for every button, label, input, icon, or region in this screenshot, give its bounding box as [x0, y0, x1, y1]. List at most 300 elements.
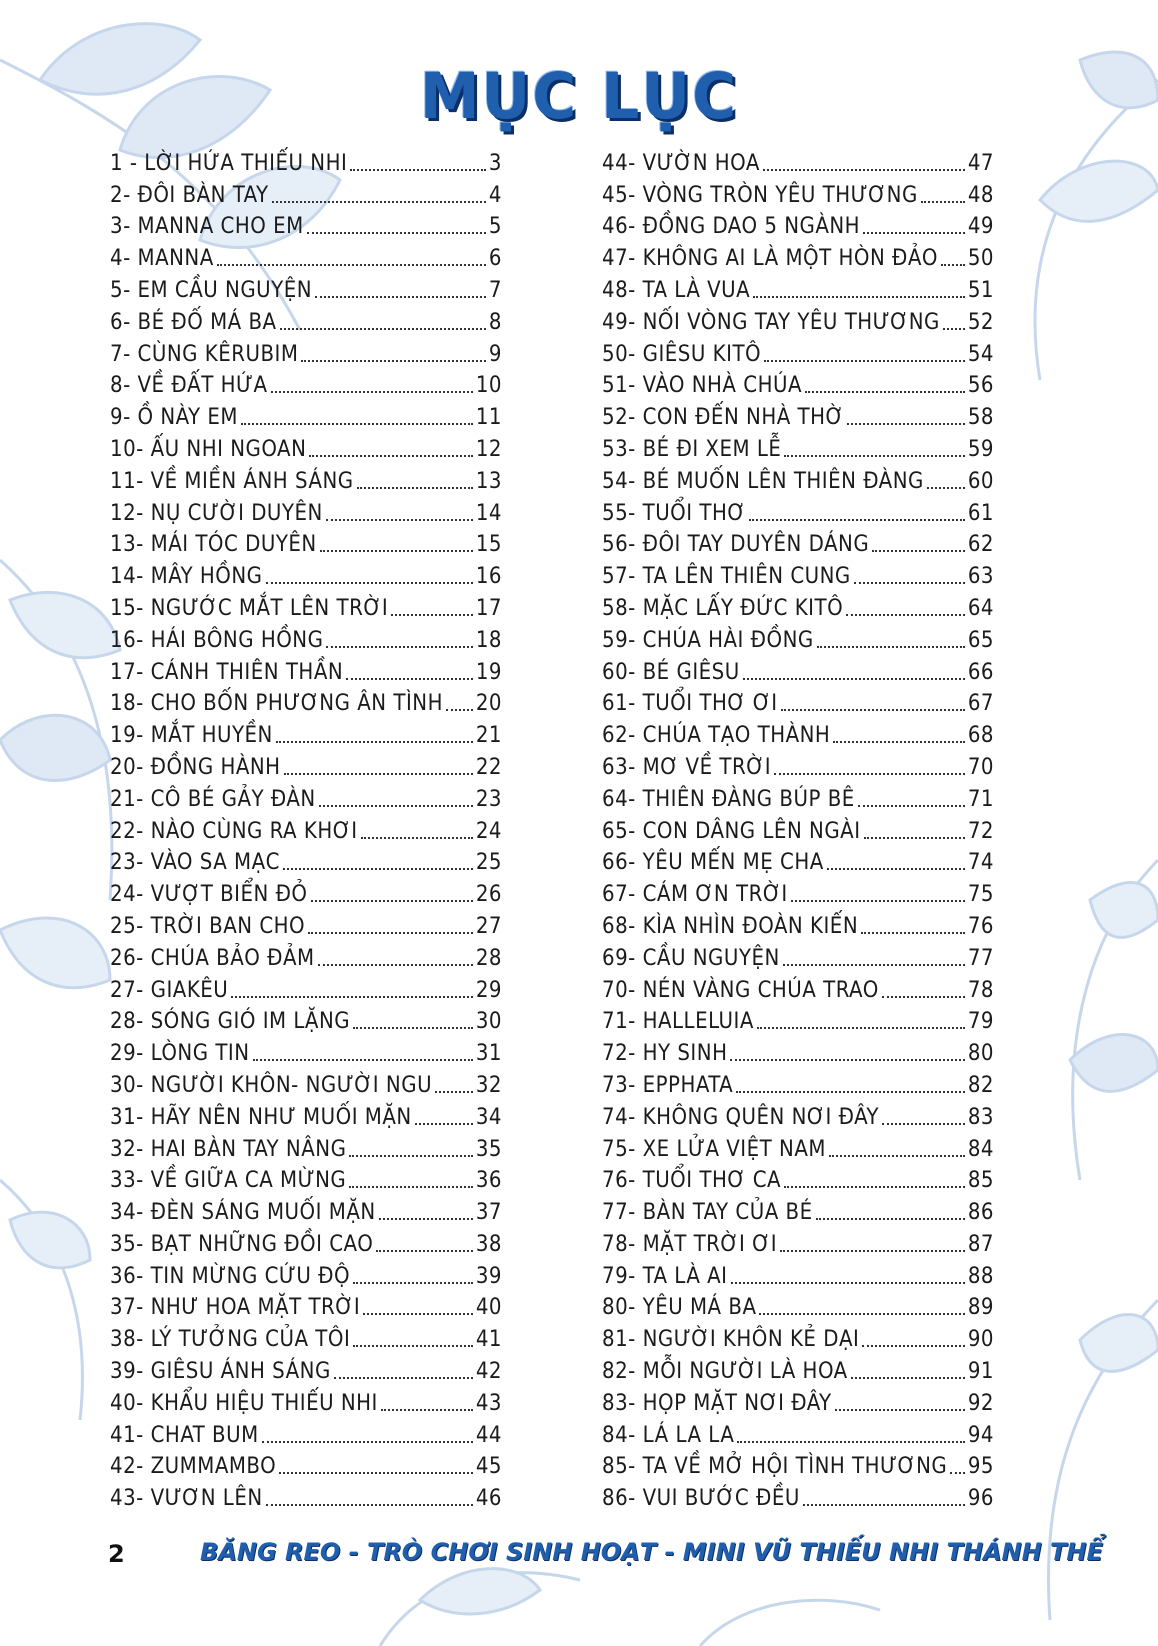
toc-leader-dots: [379, 1218, 473, 1220]
toc-entry-page: 42: [475, 1359, 502, 1385]
toc-entry-page: 96: [967, 1486, 994, 1512]
toc-entry-title: 8- VỀ ĐẤT HỨA: [110, 373, 268, 399]
toc-entry[interactable]: [110, 1291, 502, 1323]
toc-entry[interactable]: [602, 1068, 994, 1100]
toc-entry-title: 81- NGƯỜI KHÔN KẺ DẠI: [602, 1327, 860, 1353]
toc-leader-dots: [835, 1409, 965, 1411]
toc-entry[interactable]: [110, 1418, 502, 1450]
toc-entry-title: 9- Ồ NÀY EM: [110, 405, 238, 431]
toc-entry-page: 83: [967, 1104, 994, 1130]
toc-leader-dots: [791, 900, 965, 902]
toc-entry-page: 56: [967, 373, 994, 399]
toc-entry-page: 70: [967, 754, 994, 780]
toc-leader-dots: [308, 932, 473, 934]
toc-entry[interactable]: [110, 909, 502, 941]
toc-leader-dots: [730, 1059, 964, 1061]
toc-entry-title: 48- TA LÀ VUA: [602, 277, 751, 303]
toc-leader-dots: [783, 964, 965, 966]
toc-entry-title: 11- VỀ MIỀN ÁNH SÁNG: [110, 468, 354, 494]
toc-leader-dots: [446, 709, 473, 711]
toc-leader-dots: [307, 232, 486, 234]
toc-entry-page: 5: [488, 214, 502, 240]
toc-leader-dots: [319, 805, 473, 807]
toc-entry-title: 78- MẶT TRỜI ƠI: [602, 1231, 778, 1257]
toc-entry[interactable]: [602, 178, 994, 210]
toc-entry-page: 36: [475, 1168, 502, 1194]
toc-leader-dots: [833, 741, 965, 743]
toc-entry-page: 25: [475, 850, 502, 876]
toc-entry-page: 17: [475, 595, 502, 621]
toc-entry-title: 16- HÁI BÔNG HỒNG: [110, 627, 324, 653]
toc-leader-dots: [353, 1345, 473, 1347]
toc-entry-page: 40: [475, 1295, 502, 1321]
toc-entry-title: 63- MƠ VỀ TRỜI: [602, 754, 772, 780]
toc-entry-title: 35- BẠT NHỮNG ĐỒI CAO: [110, 1231, 374, 1257]
toc-entry-title: 29- LÒNG TIN: [110, 1041, 250, 1067]
toc-entry-page: 85: [967, 1168, 994, 1194]
toc-entry-title: 72- HY SINH: [602, 1041, 728, 1067]
toc-entry-title: 43- VƯƠN LÊN: [110, 1486, 263, 1512]
toc-entry[interactable]: [602, 432, 994, 464]
toc-entry-page: 89: [967, 1295, 994, 1321]
toc-leader-dots: [284, 773, 473, 775]
toc-leader-dots: [435, 1091, 473, 1093]
toc-leader-dots: [231, 996, 473, 998]
toc-leader-dots: [784, 455, 964, 457]
toc-leader-dots: [334, 1377, 473, 1379]
toc-entry[interactable]: [110, 1068, 502, 1100]
toc-entry-title: 73- EPPHATA: [602, 1072, 734, 1098]
toc-entry[interactable]: [602, 1132, 994, 1164]
toc-entry-page: 10: [475, 373, 502, 399]
toc-entry-page: 67: [967, 691, 994, 717]
toc-entry-title: 51- VÀO NHÀ CHÚA: [602, 373, 802, 399]
toc-entry-page: 7: [488, 277, 502, 303]
toc-leader-dots: [759, 1313, 964, 1315]
toc-entry[interactable]: [110, 210, 502, 242]
toc-entry-title: 44- VƯỜN HOA: [602, 150, 760, 176]
toc-entry-page: 19: [475, 659, 502, 685]
toc-entry-page: 77: [967, 945, 994, 971]
toc-leader-dots: [350, 169, 486, 171]
toc-entry[interactable]: [110, 1005, 502, 1037]
toc-leader-dots: [753, 296, 965, 298]
toc-entry-title: 86- VUI BƯỚC ĐỀU: [602, 1486, 800, 1512]
toc-entry-page: 27: [475, 913, 502, 939]
toc-leader-dots: [271, 391, 473, 393]
toc-entry-title: 7- CÙNG KÊRUBIM: [110, 341, 299, 367]
toc-entry-page: 44: [475, 1422, 502, 1448]
toc-entry[interactable]: [110, 877, 502, 909]
toc-entry-title: 61- TUỔI THƠ ƠI: [602, 691, 778, 717]
toc-entry[interactable]: [602, 1291, 994, 1323]
toc-leader-dots: [858, 805, 965, 807]
toc-entry-page: 78: [967, 977, 994, 1003]
toc-entry-page: 68: [967, 723, 994, 749]
toc-entry-title: 1 - LỜI HỨA THIẾU NHI: [110, 150, 348, 176]
toc-entry[interactable]: [602, 1450, 994, 1482]
toc-entry-title: 46- ĐỒNG DAO 5 NGÀNH: [602, 214, 861, 240]
toc-leader-dots: [415, 1123, 473, 1125]
toc-entry-title: 62- CHÚA TẠO THÀNH: [602, 723, 831, 749]
toc-entry-page: 23: [475, 786, 502, 812]
toc-entry-page: 41: [475, 1327, 502, 1353]
toc-entry-title: 37- NHƯ HOA MẶT TRỜI: [110, 1295, 361, 1321]
toc-entry[interactable]: [602, 782, 994, 814]
toc-entry-page: 79: [967, 1009, 994, 1035]
toc-entry[interactable]: [602, 464, 994, 496]
toc-entry-title: 14- MÂY HỒNG: [110, 564, 263, 590]
toc-entry-page: 46: [475, 1486, 502, 1512]
toc-entry-page: 20: [475, 691, 502, 717]
toc-entry-page: 39: [475, 1263, 502, 1289]
toc-leader-dots: [805, 391, 965, 393]
toc-entry-title: 33- VỀ GIỮA CA MỪNG: [110, 1168, 347, 1194]
toc-entry[interactable]: [602, 496, 994, 528]
toc-leader-dots: [882, 1123, 965, 1125]
toc-leader-dots: [353, 1282, 473, 1284]
toc-entry[interactable]: [110, 337, 502, 369]
toc-entry-page: 86: [967, 1200, 994, 1226]
toc-leader-dots: [950, 1472, 965, 1474]
toc-entry[interactable]: [602, 941, 994, 973]
toc-entry-page: 9: [488, 341, 502, 367]
toc-entry[interactable]: [110, 369, 502, 401]
toc-entry[interactable]: [602, 1100, 994, 1132]
toc-entry[interactable]: [602, 337, 994, 369]
toc-entry-page: 35: [475, 1136, 502, 1162]
toc-entry-title: 27- GIAKÊU: [110, 977, 229, 1003]
toc-entry[interactable]: [110, 1036, 502, 1068]
toc-entry-title: 75- XE LỬA VIỆT NAM: [602, 1136, 826, 1162]
toc-entry[interactable]: [602, 1036, 994, 1068]
toc-leader-dots: [736, 1091, 965, 1093]
toc-entry-page: 51: [967, 277, 994, 303]
toc-entry[interactable]: [110, 241, 502, 273]
toc-entry-page: 4: [488, 182, 502, 208]
toc-entry[interactable]: [602, 1227, 994, 1259]
toc-entry[interactable]: [602, 369, 994, 401]
toc-entry[interactable]: [110, 1227, 502, 1259]
toc-entry-title: 30- NGƯỜI KHÔN- NGƯỜI NGU: [110, 1072, 433, 1098]
toc-entry[interactable]: [602, 1195, 994, 1227]
toc-entry[interactable]: [110, 941, 502, 973]
toc-entry-page: 74: [967, 850, 994, 876]
toc-entry-page: 87: [967, 1231, 994, 1257]
toc-entry[interactable]: [110, 718, 502, 750]
toc-entry[interactable]: [602, 305, 994, 337]
toc-entry[interactable]: [110, 273, 502, 305]
toc-entry-page: 75: [967, 882, 994, 908]
toc-entry-title: 41- CHAT BUM: [110, 1422, 259, 1448]
toc-entry-title: 74- KHÔNG QUÊN NƠI ĐÂY: [602, 1104, 879, 1130]
toc-entry[interactable]: [110, 1450, 502, 1482]
toc-entry[interactable]: [110, 1481, 502, 1513]
toc-column-right: [602, 146, 994, 1513]
toc-leader-dots: [854, 582, 965, 584]
toc-leader-dots: [774, 773, 965, 775]
toc-entry-page: 58: [967, 405, 994, 431]
toc-entry[interactable]: [602, 750, 994, 782]
toc-entry-title: 20- ĐỒNG HÀNH: [110, 754, 281, 780]
toc-entry-page: 66: [967, 659, 994, 685]
toc-entry[interactable]: [110, 1322, 502, 1354]
toc-leader-dots: [349, 1155, 472, 1157]
toc-leader-dots: [763, 169, 965, 171]
toc-entry[interactable]: [110, 1386, 502, 1418]
toc-leader-dots: [309, 455, 472, 457]
toc-column-left: [110, 146, 502, 1513]
footer-book-title: BĂNG REO - TRÒ CHƠI SINH HOẠT - MINI VŨ THIẾU NHI THÁNH THỂ: [200, 1538, 1103, 1566]
toc-entry-page: 49: [967, 214, 994, 240]
toc-entry-page: 88: [967, 1263, 994, 1289]
toc-leader-dots: [346, 678, 473, 680]
toc-entry[interactable]: [602, 1322, 994, 1354]
toc-entry[interactable]: [602, 1386, 994, 1418]
toc-entry[interactable]: [602, 846, 994, 878]
toc-leader-dots: [376, 1250, 473, 1252]
toc-entry[interactable]: [602, 1418, 994, 1450]
toc-leader-dots: [326, 519, 473, 521]
toc-leader-dots: [301, 360, 485, 362]
toc-leader-dots: [363, 1313, 473, 1315]
toc-leader-dots: [941, 264, 965, 266]
toc-entry-title: 39- GIÊSU ÁNH SÁNG: [110, 1359, 331, 1385]
toc-leader-dots: [862, 1345, 964, 1347]
toc-entry-title: 82- MỖI NGƯỜI LÀ HOA: [602, 1359, 848, 1385]
toc-entry[interactable]: [110, 400, 502, 432]
toc-entry[interactable]: [602, 655, 994, 687]
toc-entry-title: 55- TUỔI THƠ: [602, 500, 746, 526]
toc-entry-page: 21: [475, 723, 502, 749]
toc-leader-dots: [927, 487, 965, 489]
toc-entry-title: 12- NỤ CƯỜI DUYÊN: [110, 500, 323, 526]
toc-entry[interactable]: [110, 782, 502, 814]
toc-entry-title: 84- LÁ LA LA: [602, 1422, 735, 1448]
toc-entry[interactable]: [602, 909, 994, 941]
toc-entry[interactable]: [602, 273, 994, 305]
toc-entry-title: 2- ĐÔI BÀN TAY: [110, 182, 269, 208]
toc-entry-page: 12: [475, 436, 502, 462]
toc-entry[interactable]: [110, 1354, 502, 1386]
toc-entry-title: 24- VƯỢT BIỂN ĐỎ: [110, 882, 308, 908]
toc-entry[interactable]: [602, 1164, 994, 1196]
toc-entry[interactable]: [602, 400, 994, 432]
toc-entry-title: 67- CÁM ƠN TRỜI: [602, 882, 788, 908]
toc-entry-page: 11: [475, 405, 502, 431]
toc-entry[interactable]: [602, 1259, 994, 1291]
toc-entry-page: 84: [967, 1136, 994, 1162]
toc-entry[interactable]: [602, 1481, 994, 1513]
toc-leader-dots: [851, 1377, 965, 1379]
toc-entry-page: 60: [967, 468, 994, 494]
toc-entry-title: 65- CON DÂNG LÊN NGÀI: [602, 818, 861, 844]
toc-leader-dots: [749, 519, 965, 521]
toc-entry-page: 28: [475, 945, 502, 971]
toc-entry-page: 26: [475, 882, 502, 908]
toc-entry-page: 47: [967, 150, 994, 176]
toc-entry-page: 80: [967, 1041, 994, 1067]
toc-entry[interactable]: [602, 687, 994, 719]
toc-entry-page: 29: [475, 977, 502, 1003]
toc-entry[interactable]: [110, 814, 502, 846]
toc-leader-dots: [311, 900, 473, 902]
toc-entry-title: 5- EM CẦU NGUYỆN: [110, 277, 313, 303]
toc-entry-page: 61: [967, 500, 994, 526]
toc-entry-title: 58- MẶC LẤY ĐỨC KITÔ: [602, 595, 844, 621]
toc-leader-dots: [816, 1218, 965, 1220]
toc-entry-title: 6- BÉ ĐỐ MÁ BA: [110, 309, 277, 335]
toc-entry-title: 42- ZUMMAMBO: [110, 1454, 277, 1480]
toc-entry-title: 50- GIÊSU KITÔ: [602, 341, 762, 367]
toc-entry-title: 34- ĐÈN SÁNG MUỐI MẶN: [110, 1200, 376, 1226]
toc-entry-page: 95: [967, 1454, 994, 1480]
toc-entry-title: 40- KHẨU HIỆU THIẾU NHI: [110, 1390, 378, 1416]
toc-entry-page: 22: [475, 754, 502, 780]
toc-entry-page: 91: [967, 1359, 994, 1385]
toc-leader-dots: [283, 868, 473, 870]
toc-entry-page: 64: [967, 595, 994, 621]
toc-entry[interactable]: [602, 528, 994, 560]
toc-leader-dots: [361, 837, 473, 839]
toc-entry[interactable]: [110, 1132, 502, 1164]
toc-leader-dots: [391, 614, 473, 616]
toc-entry-page: 71: [967, 786, 994, 812]
toc-entry-title: 59- CHÚA HÀI ĐỒNG: [602, 627, 814, 653]
toc-entry[interactable]: [602, 877, 994, 909]
toc-leader-dots: [253, 1059, 473, 1061]
toc-entry-title: 70- NÉN VÀNG CHÚA TRAO: [602, 977, 879, 1003]
toc-entry[interactable]: [602, 1005, 994, 1037]
toc-entry[interactable]: [110, 591, 502, 623]
toc-entry-title: 69- CẦU NGUYỆN: [602, 945, 780, 971]
toc-entry[interactable]: [110, 528, 502, 560]
toc-entry[interactable]: [110, 687, 502, 719]
toc-entry[interactable]: [110, 305, 502, 337]
toc-entry[interactable]: [110, 464, 502, 496]
toc-entry-page: 50: [967, 246, 994, 272]
toc-entry-title: 25- TRỜI BAN CHO: [110, 913, 306, 939]
toc-entry[interactable]: [602, 146, 994, 178]
toc-entry-title: 49- NỐI VÒNG TAY YÊU THƯƠNG: [602, 309, 940, 335]
toc-entry-title: 18- CHO BỐN PHƯƠNG ÂN TÌNH: [110, 691, 443, 717]
toc-entry[interactable]: [110, 846, 502, 878]
toc-leader-dots: [757, 1027, 965, 1029]
toc-entry-title: 47- KHÔNG AI LÀ MỘT HÒN ĐẢO: [602, 246, 939, 272]
toc-leader-dots: [280, 328, 486, 330]
toc-entry[interactable]: [110, 1100, 502, 1132]
toc-entry-page: 14: [475, 500, 502, 526]
toc-entry-page: 38: [475, 1231, 502, 1257]
toc-entry-title: 66- YÊU MẾN MẸ CHA: [602, 850, 824, 876]
toc-leader-dots: [266, 582, 473, 584]
toc-entry-page: 13: [475, 468, 502, 494]
toc-entry-title: 85- TA VỀ MỞ HỘI TÌNH THƯƠNG: [602, 1454, 948, 1480]
toc-entry[interactable]: [110, 432, 502, 464]
toc-entry[interactable]: [602, 210, 994, 242]
toc-leader-dots: [241, 423, 473, 425]
toc-entry[interactable]: [602, 559, 994, 591]
toc-leader-dots: [357, 487, 473, 489]
toc-entry[interactable]: [602, 814, 994, 846]
toc-entry[interactable]: [110, 496, 502, 528]
toc-entry-page: 90: [967, 1327, 994, 1353]
toc-leader-dots: [827, 868, 965, 870]
toc-entry[interactable]: [110, 1259, 502, 1291]
toc-entry[interactable]: [110, 750, 502, 782]
toc-leader-dots: [318, 964, 473, 966]
toc-entry-page: 82: [967, 1072, 994, 1098]
toc-entry-page: 24: [475, 818, 502, 844]
toc-entry-page: 43: [475, 1390, 502, 1416]
toc-entry[interactable]: [110, 1195, 502, 1227]
toc-entry[interactable]: [602, 591, 994, 623]
toc-leader-dots: [315, 296, 486, 298]
toc-entry-title: 21- CÔ BÉ GẢY ĐÀN: [110, 786, 316, 812]
toc-entry-title: 60- BÉ GIÊSU: [602, 659, 740, 685]
toc-leader-dots: [780, 1250, 965, 1252]
toc-leader-dots: [743, 678, 965, 680]
toc-entry-title: 10- ẤU NHI NGOAN: [110, 436, 307, 462]
toc-entry-title: 19- MẮT HUYỀN: [110, 723, 273, 749]
toc-entry[interactable]: [602, 718, 994, 750]
toc-entry-page: 76: [967, 913, 994, 939]
toc-entry-title: 57- TA LÊN THIÊN CUNG: [602, 564, 851, 590]
toc-entry-title: 15- NGƯỚC MẮT LÊN TRỜI: [110, 595, 389, 621]
toc-leader-dots: [784, 1186, 965, 1188]
toc-entry-title: 36- TIN MỪNG CỨU ĐỘ: [110, 1263, 351, 1289]
toc-entry-page: 37: [475, 1200, 502, 1226]
toc-entry[interactable]: [602, 973, 994, 1005]
toc-entry[interactable]: [110, 178, 502, 210]
toc-entry-title: 71- HALLELUIA: [602, 1009, 754, 1035]
toc-entry-title: 64- THIÊN ĐÀNG BÚP BÊ: [602, 786, 855, 812]
toc-leader-dots: [861, 932, 965, 934]
toc-entry-title: 68- KÌA NHÌN ĐOÀN KIẾN: [602, 913, 859, 939]
toc-entry-page: 54: [967, 341, 994, 367]
toc-leader-dots: [829, 1155, 965, 1157]
toc-entry[interactable]: [602, 241, 994, 273]
toc-entry[interactable]: [110, 623, 502, 655]
toc-leader-dots: [276, 741, 473, 743]
toc-leader-dots: [847, 423, 965, 425]
toc-entry[interactable]: [110, 1164, 502, 1196]
page-number: 2: [108, 1540, 125, 1568]
toc-entry-title: 28- SÓNG GIÓ IM LẶNG: [110, 1009, 351, 1035]
toc-entry-page: 6: [488, 246, 502, 272]
toc-entry-page: 63: [967, 564, 994, 590]
toc-entry-page: 62: [967, 532, 994, 558]
toc-entry-title: 13- MÁI TÓC DUYÊN: [110, 532, 317, 558]
toc-entry[interactable]: [110, 559, 502, 591]
toc-leader-dots: [846, 614, 965, 616]
toc-entry[interactable]: [110, 146, 502, 178]
toc-entry-page: 34: [475, 1104, 502, 1130]
toc-entry[interactable]: [110, 973, 502, 1005]
toc-entry[interactable]: [602, 623, 994, 655]
toc-entry-title: 38- LÝ TƯỞNG CỦA TÔI: [110, 1327, 351, 1353]
toc-entry[interactable]: [110, 655, 502, 687]
toc-entry-title: 45- VÒNG TRÒN YÊU THƯƠNG: [602, 182, 918, 208]
toc-leader-dots: [381, 1409, 473, 1411]
toc-leader-dots: [326, 646, 472, 648]
toc-entry-title: 23- VÀO SA MẠC: [110, 850, 280, 876]
toc-entry-page: 48: [967, 182, 994, 208]
toc-leader-dots: [353, 1027, 473, 1029]
toc-leader-dots: [217, 264, 486, 266]
toc-entry-page: 30: [475, 1009, 502, 1035]
toc-entry[interactable]: [602, 1354, 994, 1386]
